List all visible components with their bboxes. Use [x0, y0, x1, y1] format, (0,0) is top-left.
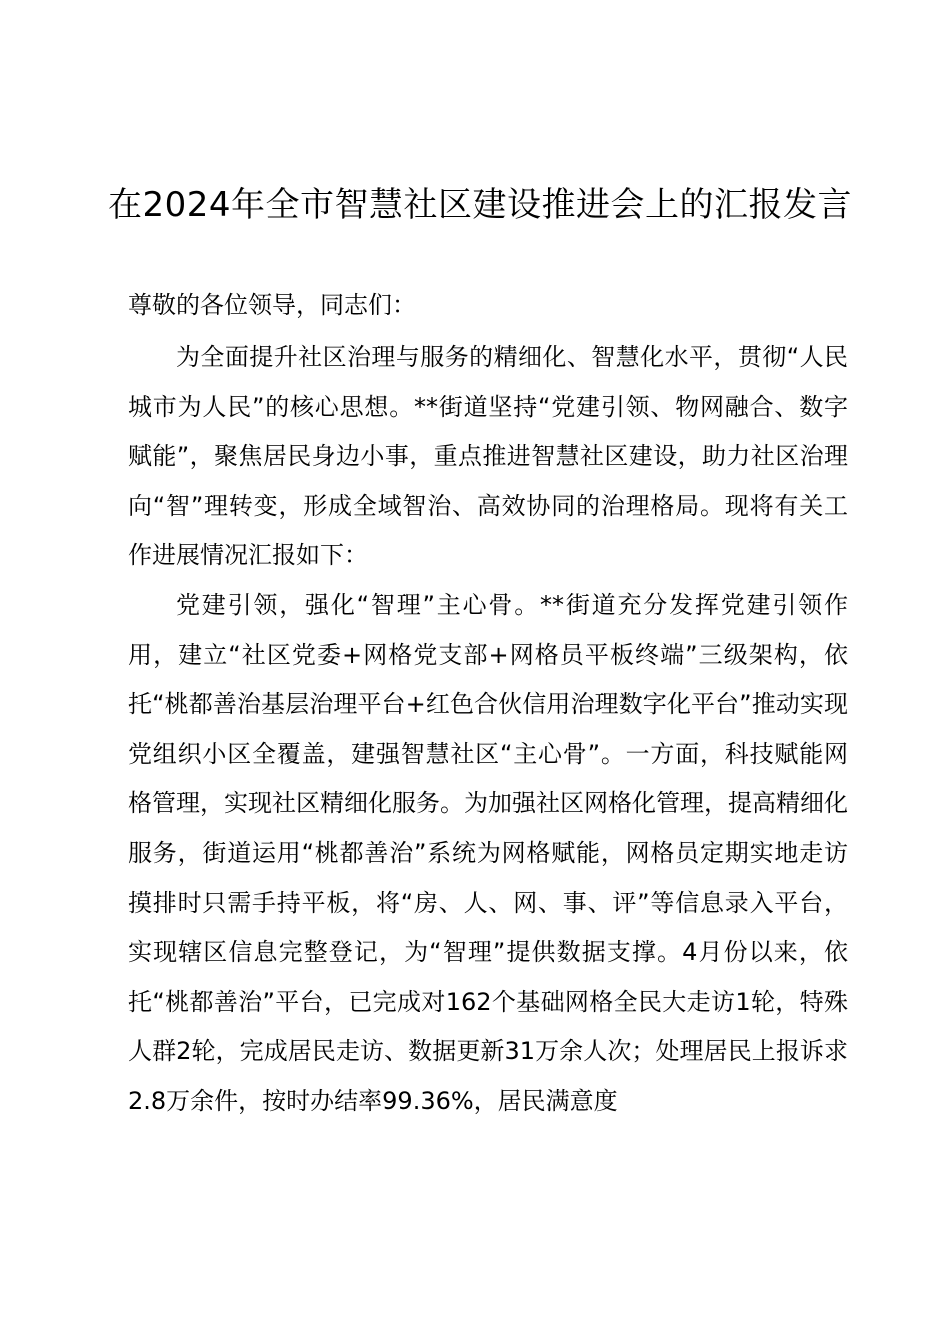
document-title: 在2024年全市智慧社区建设推进会上的汇报发言	[107, 185, 853, 225]
paragraph-intro: 为全面提升社区治理与服务的精细化、智慧化水平，贯彻“人民城市为人民”的核心思想。**街道坚持“党建引领、物网融合、数字赋能”，聚焦居民身边小事，重点推进智慧社区建设，助力社区治理向“智”理转变，形成全域智治、高效协同的治理格局。现将有关工作进展情况汇报如下：	[128, 343, 848, 570]
salutation: 尊敬的各位领导，同志们：	[128, 291, 416, 319]
paragraph-party-leadership: 党建引领，强化“智理”主心骨。**街道充分发挥党建引领作用，建立“社区党委+网格党支部+网格员平板终端”三级架构，依托“桃都善治基层治理平台+红色合伙信用治理数字化平台”推动实现党组织小区全覆盖，建强智慧社区“主心骨”。一方面，科技赋能网格管理，实现社区精细化服务。为加强社区网格化管理，提高精细化服务，街道运用“桃都善治”系统为网格赋能，网格员定期实地走访摸排时只需手持平板，将“房、人、网、事、评”等信息录入平台，实现辖区信息完整登记，为“智理”提供数据支撑。4月份以来，依托“桃都善治”平台，已完成对162个基础网格全民大走访1轮，特殊人群2轮，完成居民走访、数据更新31万余人次；处理居民上报诉求2.8万余件，按时办结率99.36%，居民满意度	[128, 590, 848, 1115]
document-body	[128, 333, 848, 1127]
